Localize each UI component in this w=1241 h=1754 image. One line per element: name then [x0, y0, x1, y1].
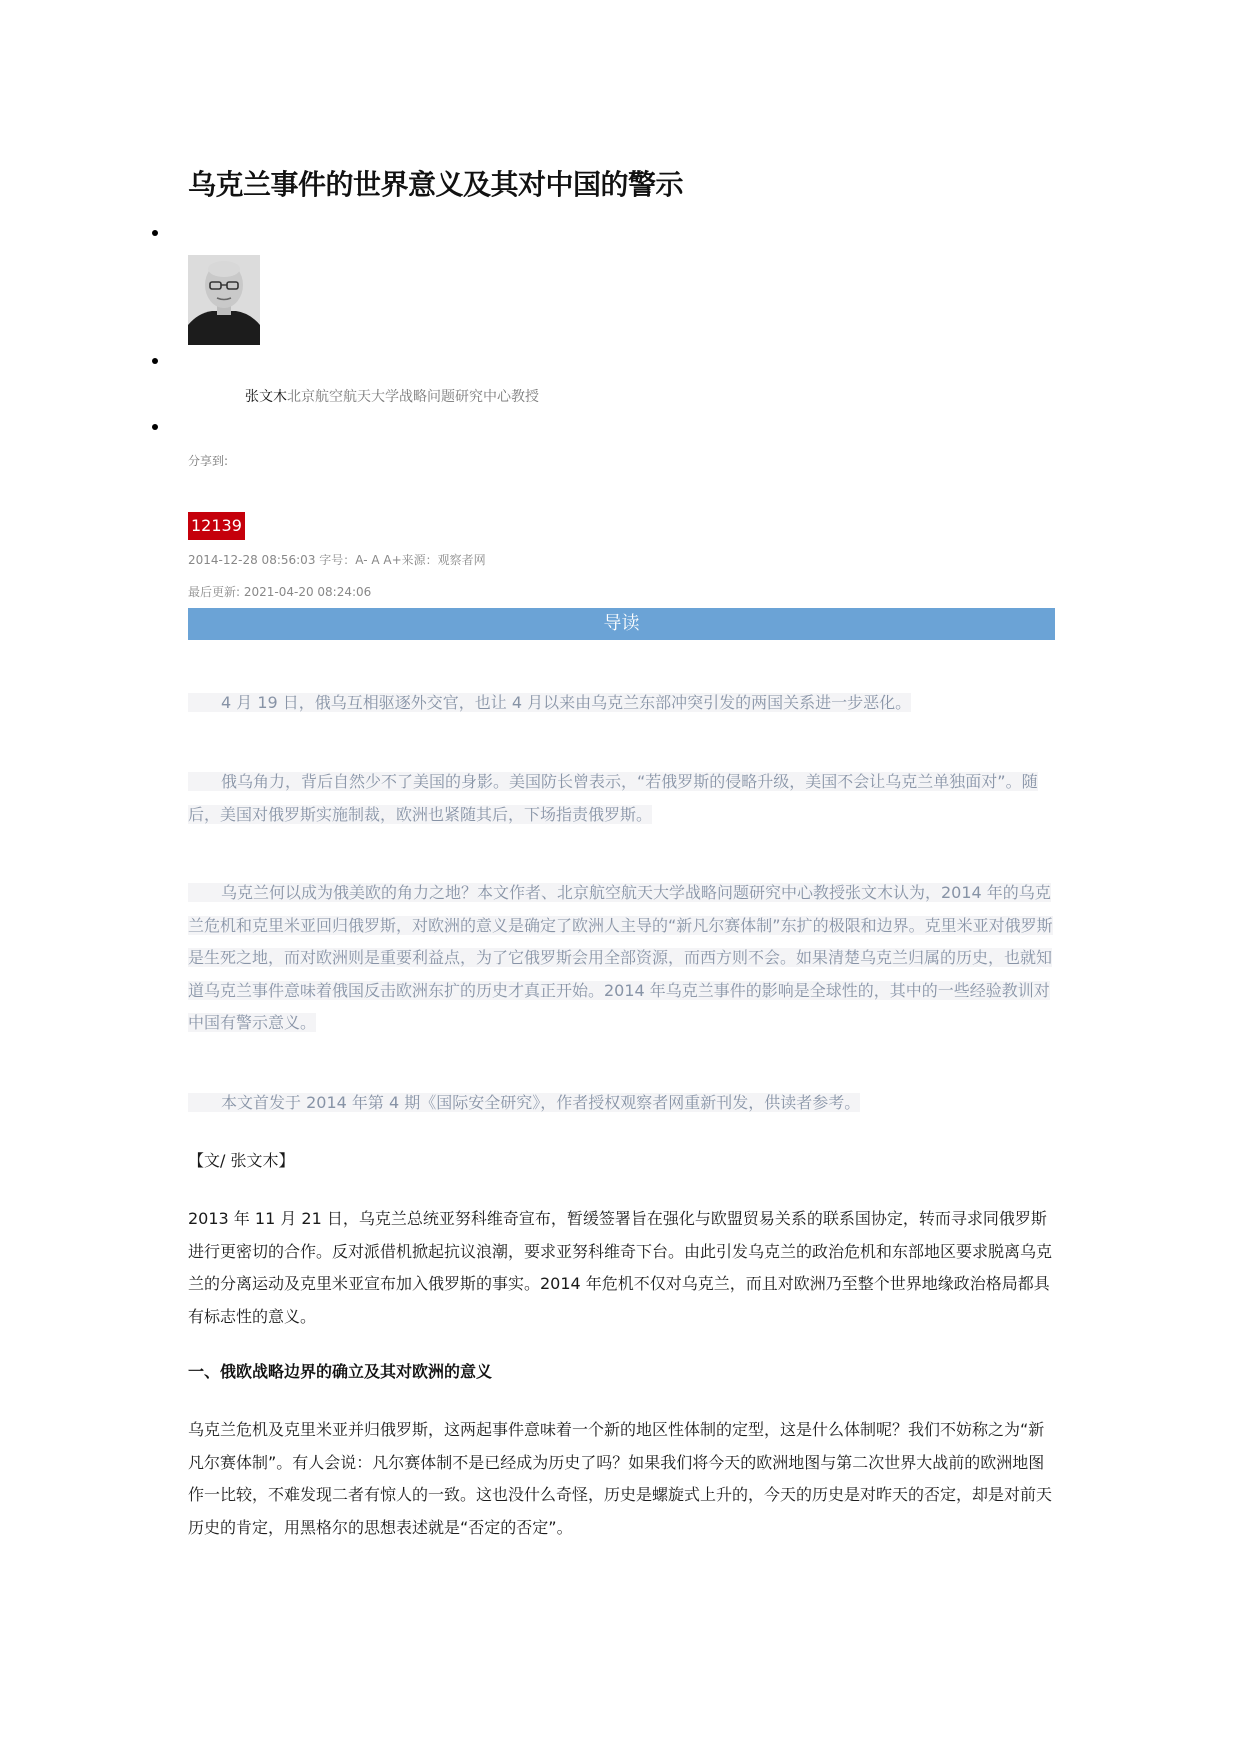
author-line — [245, 386, 539, 406]
article-title: 乌克兰事件的世界意义及其对中国的警示 — [188, 168, 684, 201]
author-avatar — [188, 255, 260, 345]
list-bullet — [152, 424, 158, 430]
share-label: 分享到: — [188, 454, 229, 468]
body-paragraph: 2013 年 11 月 21 日，乌克兰总统亚努科维奇宣布，暂缓签署旨在强化与欧盟贸易关系的联系国协定，转而寻求同俄罗斯进行更密切的合作。反对派借机掀起抗议浪潮，要求亚努科维奇下台。由此引发乌克兰的政治危机和东部地区要求脱离乌克兰的分离运动及克里米亚宣布加入俄罗斯的事实。2014 年危机不仅对乌克兰，而且对欧洲乃至整个世界地缘政治格局都具有标志性的意义。 — [188, 1209, 1053, 1326]
author-affiliation: 北京航空航天大学战略问题研究中心教授 — [287, 389, 539, 405]
intro-paragraph — [188, 687, 1055, 720]
body-paragraph: 乌克兰危机及克里米亚并归俄罗斯，这两起事件意味着一个新的地区性体制的定型，这是什么体制呢？我们不妨称之为“新凡尔赛体制”。有人会说：凡尔赛体制不是已经成为历史了吗？如果我们将今天的欧洲地图与第二次世界大战前的欧洲地图作一比较，不难发现二者有惊人的一致。这也没什么奇怪，历史是螺旋式上升的，今天的历史是对昨天的否定，却是对前天历史的肯定，用黑格尔的思想表述就是“否定的否定”。 — [188, 1420, 1053, 1537]
list-bullet — [152, 358, 158, 364]
author-portrait-image — [188, 255, 260, 345]
intro-text: 本文首发于 2014 年第 4 期《国际安全研究》，作者授权观察者网重新刊发，供读者参考。 — [188, 1093, 860, 1112]
list-bullet — [152, 230, 158, 236]
intro-text: 俄乌角力，背后自然少不了美国的身影。美国防长曾表示，“若俄罗斯的侵略升级，美国不会让乌克兰单独面对”。随后，美国对俄罗斯实施制裁，欧洲也紧随其后，下场指责俄罗斯。 — [188, 772, 1038, 824]
updated-meta: 最后更新: 2021-04-20 08:24:06 — [188, 585, 372, 599]
intro-paragraph — [188, 766, 1055, 831]
intro-text: 4 月 19 日，俄乌互相驱逐外交官，也让 4 月以来由乌克兰东部冲突引发的两国关系进一步恶化。 — [188, 693, 911, 712]
publish-meta: 2014-12-28 08:56:03 字号：A- A A+来源：观察者网 — [188, 553, 486, 567]
byline: 【文/ 张文木】 — [188, 1151, 295, 1170]
intro-text: 乌克兰何以成为俄美欧的角力之地？本文作者、北京航空航天大学战略问题研究中心教授张文木认为，2014 年的乌克兰危机和克里米亚回归俄罗斯，对欧洲的意义是确定了欧洲人主导的“新凡尔赛体制”东扩的极限和边界。克里米亚对俄罗斯是生死之地，而对欧洲则是重要利益点，为了它俄罗斯会用全部资源，而西方则不会。如果清楚乌克兰归属的历史，也就知道乌克兰事件意味着俄国反击欧洲东扩的历史才真正开始。2014 年乌克兰事件的影响是全球性的，其中的一些经验教训对中国有警示意义。 — [188, 883, 1053, 1032]
guide-banner: 导读 — [188, 608, 1055, 640]
intro-paragraph — [188, 1087, 1055, 1120]
section-heading: 一、俄欧战略边界的确立及其对欧洲的意义 — [188, 1362, 493, 1381]
intro-paragraph — [188, 877, 1055, 1040]
author-name[interactable]: 张文木 — [245, 389, 287, 405]
view-count-badge: 12139 — [188, 512, 245, 540]
